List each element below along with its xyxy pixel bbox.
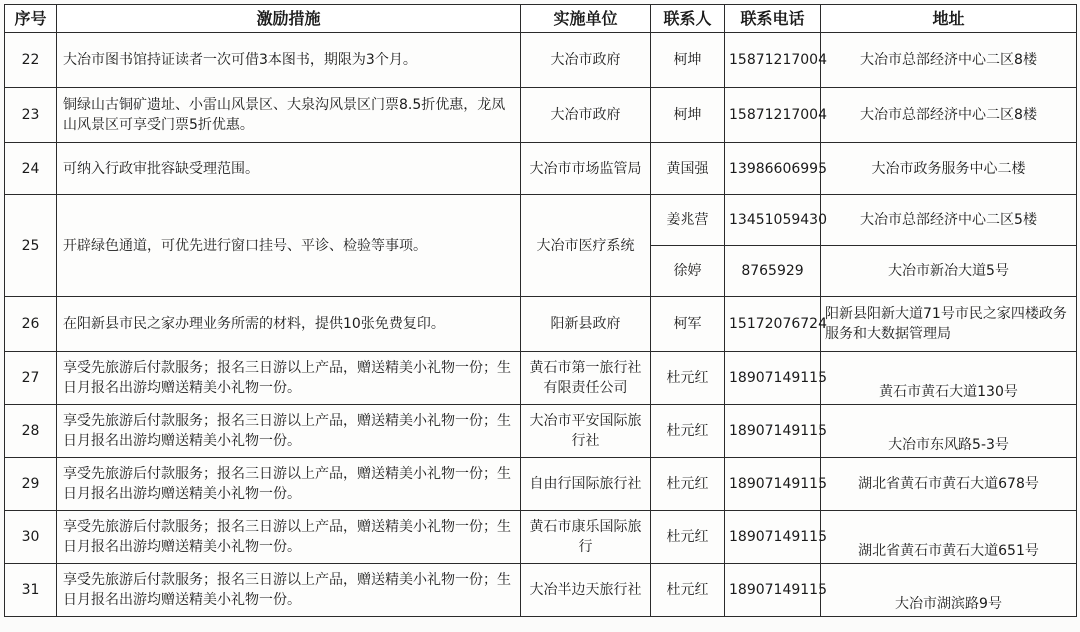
row-unit: 大冶市平安国际旅行社	[521, 405, 651, 458]
header-unit: 实施单位	[521, 5, 651, 33]
table-header-row	[5, 5, 1077, 33]
row-address: 大冶市湖滨路9号	[821, 564, 1077, 617]
header-contact: 联系人	[651, 5, 725, 33]
table-row	[5, 88, 1077, 143]
table-row	[5, 511, 1077, 564]
row-unit: 自由行国际旅行社	[521, 458, 651, 511]
row-measure: 享受先旅游后付款服务；报名三日游以上产品，赠送精美小礼物一份；生日月报名出游均赠送精美小礼物一份。	[57, 564, 521, 617]
row-address: 黄石市黄石大道130号	[821, 352, 1077, 405]
row-contact: 杜元红	[651, 564, 725, 617]
row-phone: 13986606995	[725, 143, 821, 195]
row-unit: 大冶市市场监管局	[521, 143, 651, 195]
row-measure: 享受先旅游后付款服务；报名三日游以上产品，赠送精美小礼物一份；生日月报名出游均赠送精美小礼物一份。	[57, 405, 521, 458]
row-measure: 在阳新县市民之家办理业务所需的材料，提供10张免费复印。	[57, 297, 521, 352]
row-contact: 姜兆营	[651, 195, 725, 246]
row-measure: 享受先旅游后付款服务；报名三日游以上产品，赠送精美小礼物一份；生日月报名出游均赠送精美小礼物一份。	[57, 511, 521, 564]
incentive-measures-table	[4, 4, 1077, 617]
row-phone: 15172076724	[725, 297, 821, 352]
table-row	[5, 297, 1077, 352]
row-unit: 大冶市医疗系统	[521, 195, 651, 297]
row-measure: 大冶市图书馆持证读者一次可借3本图书，期限为3个月。	[57, 33, 521, 88]
row-contact: 柯坤	[651, 33, 725, 88]
table-row	[5, 33, 1077, 88]
header-address: 地址	[821, 5, 1077, 33]
row-address: 大冶市总部经济中心二区5楼	[821, 195, 1077, 246]
row-number: 29	[5, 458, 57, 511]
table-row	[5, 195, 1077, 246]
row-phone: 18907149115	[725, 458, 821, 511]
row-contact: 杜元红	[651, 405, 725, 458]
row-address: 大冶市政务服务中心二楼	[821, 143, 1077, 195]
row-number: 23	[5, 88, 57, 143]
row-number: 24	[5, 143, 57, 195]
table-row	[5, 458, 1077, 511]
row-number: 27	[5, 352, 57, 405]
table-row	[5, 352, 1077, 405]
row-contact: 杜元红	[651, 458, 725, 511]
row-phone: 15871217004	[725, 88, 821, 143]
row-phone: 18907149115	[725, 405, 821, 458]
row-measure: 享受先旅游后付款服务；报名三日游以上产品，赠送精美小礼物一份；生日月报名出游均赠送精美小礼物一份。	[57, 458, 521, 511]
row-address: 湖北省黄石市黄石大道651号	[821, 511, 1077, 564]
row-address: 大冶市总部经济中心二区8楼	[821, 33, 1077, 88]
row-contact: 柯坤	[651, 88, 725, 143]
row-unit: 阳新县政府	[521, 297, 651, 352]
row-number: 31	[5, 564, 57, 617]
row-measure: 享受先旅游后付款服务；报名三日游以上产品，赠送精美小礼物一份；生日月报名出游均赠送精美小礼物一份。	[57, 352, 521, 405]
row-contact: 杜元红	[651, 511, 725, 564]
row-address: 大冶市东风路5-3号	[821, 405, 1077, 458]
row-unit: 大冶市政府	[521, 33, 651, 88]
row-measure: 铜绿山古铜矿遗址、小雷山风景区、大泉沟风景区门票8.5折优惠，龙凤山风景区可享受门票5折优惠。	[57, 88, 521, 143]
row-contact-secondary: 徐婷	[651, 246, 725, 297]
incentive-table-page	[4, 4, 1077, 617]
row-number: 26	[5, 297, 57, 352]
row-address-secondary: 大冶市新冶大道5号	[821, 246, 1077, 297]
row-unit: 大冶半边天旅行社	[521, 564, 651, 617]
row-address: 阳新县阳新大道71号市民之家四楼政务服务和大数据管理局	[821, 297, 1077, 352]
table-row	[5, 143, 1077, 195]
row-number: 25	[5, 195, 57, 297]
row-address: 湖北省黄石市黄石大道678号	[821, 458, 1077, 511]
row-unit: 大冶市政府	[521, 88, 651, 143]
row-phone: 15871217004	[725, 33, 821, 88]
row-contact: 黄国强	[651, 143, 725, 195]
row-measure: 开辟绿色通道，可优先进行窗口挂号、平诊、检验等事项。	[57, 195, 521, 297]
row-unit: 黄石市康乐国际旅行	[521, 511, 651, 564]
row-phone: 18907149115	[725, 511, 821, 564]
row-address: 大冶市总部经济中心二区8楼	[821, 88, 1077, 143]
row-contact: 柯军	[651, 297, 725, 352]
header-number: 序号	[5, 5, 57, 33]
row-phone: 18907149115	[725, 564, 821, 617]
header-measure: 激励措施	[57, 5, 521, 33]
row-measure: 可纳入行政审批容缺受理范围。	[57, 143, 521, 195]
row-unit: 黄石市第一旅行社有限责任公司	[521, 352, 651, 405]
row-phone-secondary: 8765929	[725, 246, 821, 297]
row-contact: 杜元红	[651, 352, 725, 405]
row-number: 28	[5, 405, 57, 458]
row-phone: 18907149115	[725, 352, 821, 405]
row-number: 22	[5, 33, 57, 88]
table-row	[5, 405, 1077, 458]
row-number: 30	[5, 511, 57, 564]
row-phone: 13451059430	[725, 195, 821, 246]
table-row	[5, 564, 1077, 617]
header-phone: 联系电话	[725, 5, 821, 33]
